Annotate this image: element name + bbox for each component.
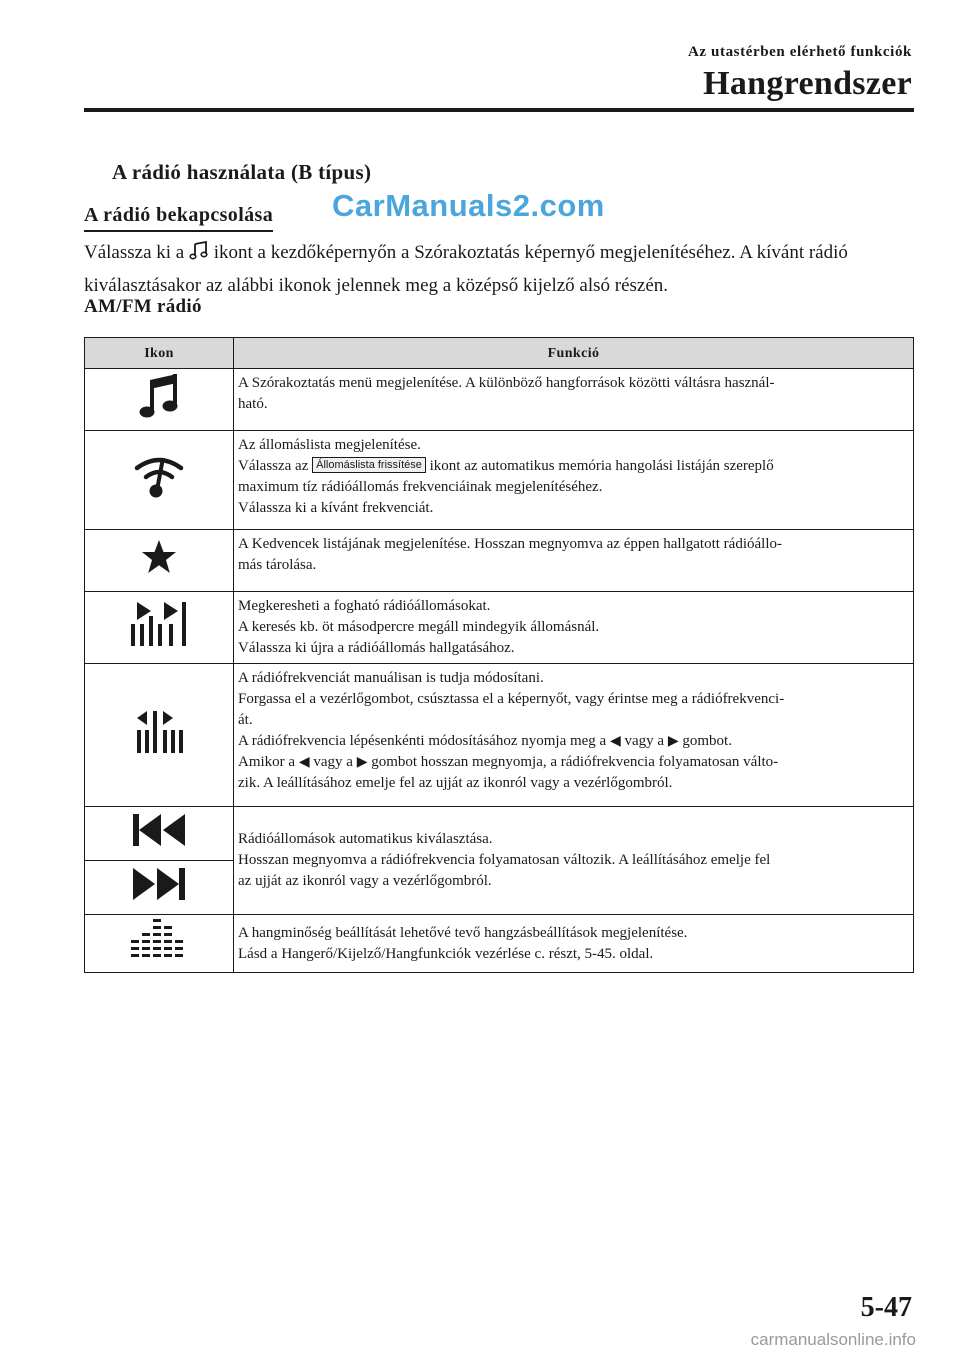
table-header-row <box>85 338 914 369</box>
section-label: Az utastérben elérhető funkciók <box>688 44 912 60</box>
row5-line4-mid: vagy a <box>620 733 668 749</box>
subsubheading: AM/FM rádió <box>84 296 202 317</box>
row2-line4: Válassza ki a kívánt frekvenciát. <box>238 500 434 516</box>
table-row <box>85 530 914 592</box>
row5-line5-post: gombot hosszan megnyomja, a rádiófrekvencia folyamatosan válto- <box>367 754 779 770</box>
icon-cell <box>85 592 234 664</box>
station-list-refresh-button: Állomáslista frissítése <box>312 457 426 473</box>
seek-previous-icon <box>131 812 187 855</box>
row5-line5-mid: vagy a <box>309 754 357 770</box>
icon-cell <box>85 530 234 592</box>
row5-line2: Forgassa el a vezérlőgombot, csúsztassa el a képernyőt, vagy érintse meg a rádiófrekvenci- <box>238 691 785 707</box>
row5-line5 <box>238 752 907 773</box>
row2-line1: Az állomáslista megjelenítése. <box>238 437 421 453</box>
row7-line2: Lásd a Hangerő/Kijelző/Hangfunkciók vezérlése c. részt, 5-45. oldal. <box>238 945 654 962</box>
left-arrow-icon: ◀ <box>609 734 621 749</box>
page-header <box>688 44 912 103</box>
page-number: 5-47 <box>860 1292 912 1323</box>
table-row <box>85 915 914 973</box>
function-cell <box>234 915 914 973</box>
icon-cell <box>85 664 234 807</box>
row2-line3: maximum tíz rádióállomás frekvenciáinak megjelenítéséhez. <box>238 479 603 495</box>
row2-line2 <box>238 456 907 477</box>
chapter-title: Hangrendszer <box>703 65 912 102</box>
function-cell <box>234 369 914 431</box>
row5-line3: át. <box>238 712 253 728</box>
left-arrow-icon: ◀ <box>298 755 310 770</box>
table-row <box>85 807 914 915</box>
row4-line2: A keresés kb. öt másodpercre megáll mindegyik állomásnál. <box>238 619 600 635</box>
function-cell <box>234 530 914 592</box>
row6-line1: Rádióállomások automatikus kiválasztása. <box>238 831 493 847</box>
equalizer-icon <box>131 951 187 967</box>
function-cell <box>234 807 914 915</box>
station-list-icon <box>133 488 185 504</box>
row5-line4 <box>238 731 907 752</box>
icon-cell <box>85 369 234 431</box>
seek-prev-cell <box>85 807 233 861</box>
table-row <box>85 592 914 664</box>
seek-next-icon <box>131 866 187 909</box>
function-table <box>84 337 914 973</box>
right-arrow-icon: ▶ <box>667 734 679 749</box>
music-note-icon <box>137 408 181 424</box>
row2-line2-post: ikont az automatikus memória hangolási listáján szereplő <box>425 458 774 474</box>
icon-cell <box>85 915 234 973</box>
row1-line1: A Szórakoztatás menü megjelenítése. A különböző hangforrások közötti váltásra használ- <box>238 375 775 391</box>
star-icon <box>141 563 177 579</box>
header-rule <box>84 108 914 112</box>
row5-line4-post: gombot. <box>678 733 732 749</box>
row5-line1: A rádiófrekvenciát manuálisan is tudja módosítani. <box>238 670 544 686</box>
table-row <box>85 431 914 530</box>
row3-line1: A Kedvencek listájának megjelenítése. Hosszan megnyomva az éppen hallgatott rádióállo- <box>238 536 782 552</box>
right-arrow-icon: ▶ <box>356 755 368 770</box>
header-icon: Ikon <box>85 338 234 369</box>
row6-line2: Hosszan megnyomva a rádiófrekvencia folyamatosan változik. A leállításához emelje fel <box>238 852 771 868</box>
function-cell <box>234 592 914 664</box>
row1-line2: ható. <box>238 396 268 412</box>
music-note-icon <box>189 241 209 271</box>
scan-icon <box>129 636 189 652</box>
function-cell <box>234 431 914 530</box>
manual-tune-icon <box>133 743 185 759</box>
function-cell <box>234 664 914 807</box>
row3-line2: más tárolása. <box>238 557 317 573</box>
intro-text-2: ikont a kezdőképernyőn a Szórakoztatás képernyő megjelenítéséhez. A kívánt rádió kiválasztásakor az alábbi ikonok jelennek meg a középső kijelző alsó részén. <box>84 242 848 296</box>
table-row <box>85 369 914 431</box>
icon-cell <box>85 431 234 530</box>
subheading: A rádió bekapcsolása <box>84 204 273 232</box>
table-row <box>85 664 914 807</box>
intro-text-1: Válassza ki a <box>84 242 189 263</box>
seek-next-cell <box>85 861 233 914</box>
row7-line1: A hangminőség beállítását lehetővé tevő hangzásbeállítások megjelenítése. <box>238 924 688 941</box>
row6-line3: az ujját az ikonról vagy a vezérlőgombról. <box>238 873 492 889</box>
section-heading: A rádió használata (B típus) <box>112 160 372 184</box>
row2-line2-pre: Válassza az <box>238 458 313 474</box>
row5-line4-pre: A rádiófrekvencia lépésenkénti módosításához nyomja meg a <box>238 733 610 749</box>
icon-cell <box>85 807 234 915</box>
intro-paragraph <box>84 238 914 301</box>
row5-line5-pre: Amikor a <box>238 754 299 770</box>
row4-line1: Megkeresheti a fogható rádióállomásokat. <box>238 598 491 614</box>
row4-line3: Válassza ki újra a rádióállomás hallgatásához. <box>238 640 515 656</box>
header-function: Funkció <box>234 338 914 369</box>
row5-line6: zik. A leállításához emelje fel az ujját az ikonról vagy a vezérlőgombról. <box>238 775 673 791</box>
watermark: CarManuals2.com <box>332 188 605 223</box>
footer-site-mark: carmanualsonline.info <box>750 1330 916 1349</box>
